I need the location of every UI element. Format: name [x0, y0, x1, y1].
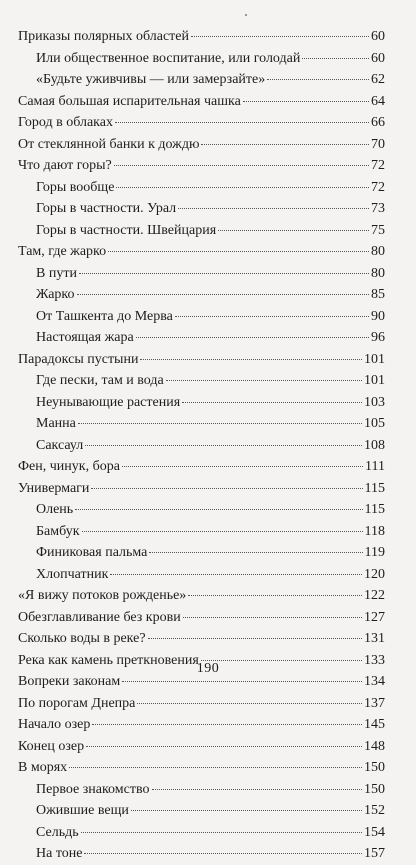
toc-entry-page: 72 [371, 179, 385, 195]
toc-entry-title: По порогам Днепра [18, 695, 136, 711]
toc-entry [18, 843, 385, 865]
toc-entry-title: Саксаул [36, 437, 84, 453]
toc-entry [18, 198, 385, 220]
toc-entry [18, 241, 385, 263]
toc-entry-page: 134 [364, 674, 385, 689]
dot-leader [188, 595, 362, 596]
toc-entry-title: Фен, чинук, бора [18, 459, 120, 474]
toc-entry [18, 327, 385, 349]
toc-entry-page: 157 [364, 846, 385, 861]
toc-entry [18, 134, 385, 156]
toc-entry-page: 75 [371, 222, 385, 238]
toc-entry-title: От Ташкента до Мерва [36, 308, 173, 324]
dot-leader [131, 810, 362, 811]
toc-entry [18, 736, 385, 758]
toc-entry-title: Парадоксы пустыни [18, 351, 139, 367]
toc-entry-title: Начало озер [18, 717, 91, 732]
toc-entry [18, 177, 385, 199]
toc-entry-title: Приказы полярных областей [18, 29, 189, 44]
dot-leader [69, 767, 362, 768]
toc-entry-page: 152 [364, 803, 385, 818]
toc-entry [18, 521, 385, 543]
dot-leader [86, 746, 362, 747]
toc-entry [18, 392, 385, 414]
toc-entry [18, 48, 385, 70]
dot-leader [122, 681, 362, 682]
toc-entry [18, 757, 385, 779]
toc-entry-page: 103 [364, 394, 385, 410]
toc-entry [18, 263, 385, 285]
table-of-contents [18, 26, 385, 865]
dot-leader [191, 36, 369, 37]
toc-entry-page: 60 [371, 50, 385, 66]
toc-entry [18, 284, 385, 306]
dot-leader [79, 273, 369, 274]
toc-entry-page: 108 [364, 437, 385, 453]
toc-entry-title: Хлопчатник [36, 566, 109, 582]
toc-entry-page: 120 [364, 566, 385, 582]
toc-entry [18, 564, 385, 586]
toc-entry-title: Олень [36, 502, 74, 517]
toc-entry-page: 115 [364, 502, 385, 517]
toc-entry-page: 137 [364, 695, 385, 711]
dot-leader [116, 187, 369, 188]
toc-entry-page: 85 [371, 287, 385, 302]
toc-entry-title: Жарко [36, 287, 75, 302]
dot-leader [92, 724, 362, 725]
toc-entry [18, 435, 385, 457]
toc-entry [18, 628, 385, 650]
toc-entry-title: Река как камень преткновения [18, 652, 199, 668]
dot-leader [302, 58, 369, 59]
toc-entry [18, 349, 385, 371]
dot-leader [115, 122, 369, 123]
toc-entry-title: Универмаги [18, 480, 90, 496]
toc-entry-title: Город в облаках [18, 115, 113, 130]
toc-entry-title: В пути [36, 265, 77, 281]
dot-leader [108, 251, 369, 252]
toc-entry [18, 112, 385, 134]
dot-leader [243, 101, 369, 102]
dot-leader [267, 79, 369, 80]
toc-entry-page: 154 [364, 824, 385, 840]
toc-entry [18, 91, 385, 113]
dot-leader [85, 445, 362, 446]
toc-entry-page: 70 [371, 136, 385, 152]
dot-leader [178, 208, 369, 209]
toc-entry-page: 150 [364, 760, 385, 775]
toc-entry-page: 90 [371, 308, 385, 324]
toc-entry [18, 26, 385, 48]
toc-entry [18, 370, 385, 392]
toc-entry-page: 101 [364, 373, 385, 388]
toc-entry-title: Сколько воды в реке? [18, 631, 146, 646]
toc-entry [18, 499, 385, 521]
toc-entry-title: Горы в частности. Швейцария [36, 222, 217, 238]
toc-entry-title: От стеклянной банки к дождю [18, 136, 200, 152]
toc-entry [18, 413, 385, 435]
dot-leader [136, 337, 369, 338]
toc-entry-title: В морях [18, 760, 68, 775]
toc-entry-title: Или общественное воспитание, или голодай [36, 50, 301, 66]
dot-leader [122, 466, 363, 467]
dot-leader [140, 359, 362, 360]
toc-entry-title: Неунывающие растения [36, 394, 181, 410]
toc-entry-page: 101 [364, 351, 385, 367]
dot-leader [75, 509, 362, 510]
toc-entry-title: Горы вообще [36, 179, 115, 195]
toc-entry [18, 306, 385, 328]
toc-entry [18, 456, 385, 478]
toc-entry-title: Конец озер [18, 738, 85, 754]
toc-entry-page: 66 [371, 115, 385, 130]
toc-entry-page: 145 [364, 717, 385, 732]
toc-entry-page: 105 [364, 416, 385, 431]
toc-entry-page: 131 [364, 631, 385, 646]
toc-entry-title: Горы в частности. Урал [36, 201, 177, 216]
dot-leader [82, 531, 363, 532]
toc-entry-title: Манна [36, 416, 76, 431]
toc-entry [18, 693, 385, 715]
dot-leader [148, 638, 362, 639]
toc-entry-title: На тоне [36, 846, 83, 861]
toc-entry-page: 64 [371, 93, 385, 109]
toc-entry-page: 133 [364, 652, 385, 668]
toc-entry [18, 714, 385, 736]
dot-leader [182, 402, 362, 403]
toc-entry-title: Настоящая жара [36, 330, 134, 345]
toc-entry [18, 607, 385, 629]
toc-entry-page: 111 [365, 459, 385, 474]
toc-entry-page: 73 [371, 201, 385, 216]
toc-entry [18, 822, 385, 844]
toc-entry [18, 69, 385, 91]
toc-entry-page: 118 [364, 523, 385, 539]
toc-entry-page: 150 [364, 781, 385, 797]
dot-leader [78, 423, 362, 424]
dot-leader [149, 552, 362, 553]
toc-entry [18, 542, 385, 564]
toc-entry-title: Первое знакомство [36, 781, 150, 797]
toc-entry-title: Ожившие вещи [36, 803, 129, 818]
dot-leader [218, 230, 369, 231]
toc-entry-page: 80 [371, 265, 385, 281]
dot-leader [114, 165, 369, 166]
toc-entry-title: «Будьте уживчивы — или замерзайте» [36, 72, 266, 87]
toc-entry [18, 800, 385, 822]
toc-entry-title: Самая большая испарительная чашка [18, 93, 241, 109]
dot-leader [152, 789, 363, 790]
toc-entry-page: 72 [371, 158, 385, 173]
page-number: 190 [196, 661, 220, 676]
toc-entry [18, 220, 385, 242]
toc-entry-page: 60 [371, 29, 385, 44]
dot-leader [81, 832, 362, 833]
toc-entry [18, 478, 385, 500]
toc-entry-page: 119 [364, 545, 385, 560]
dot-leader [91, 488, 362, 489]
toc-entry-page: 127 [364, 609, 385, 625]
toc-entry-title: Что дают горы? [18, 158, 112, 173]
toc-entry-title: Бамбук [36, 523, 80, 539]
print-speck [245, 14, 247, 16]
toc-entry-title: Финиковая пальма [36, 545, 148, 560]
toc-entry-page: 115 [364, 480, 385, 496]
toc-entry-title: «Я вижу потоков рожденье» [18, 588, 187, 603]
toc-entry-title: Где пески, там и вода [36, 373, 164, 388]
toc-entry-title: Там, где жарко [18, 244, 107, 259]
toc-entry-page: 96 [371, 330, 385, 345]
dot-leader [137, 703, 362, 704]
toc-entry-title: Вопреки законам [18, 674, 121, 689]
dot-leader [175, 316, 369, 317]
dot-leader [201, 144, 369, 145]
toc-entry-page: 62 [371, 72, 385, 87]
toc-entry-page: 148 [364, 738, 385, 754]
toc-entry-title: Обезглавливание без крови [18, 609, 181, 625]
dot-leader [77, 294, 370, 295]
toc-entry [18, 585, 385, 607]
toc-entry-page: 122 [364, 588, 385, 603]
dot-leader [84, 853, 362, 854]
toc-entry-title: Сельдь [36, 824, 79, 840]
toc-entry-page: 80 [371, 244, 385, 259]
toc-entry [18, 155, 385, 177]
dot-leader [166, 380, 362, 381]
toc-entry [18, 779, 385, 801]
dot-leader [183, 617, 362, 618]
dot-leader [110, 574, 362, 575]
